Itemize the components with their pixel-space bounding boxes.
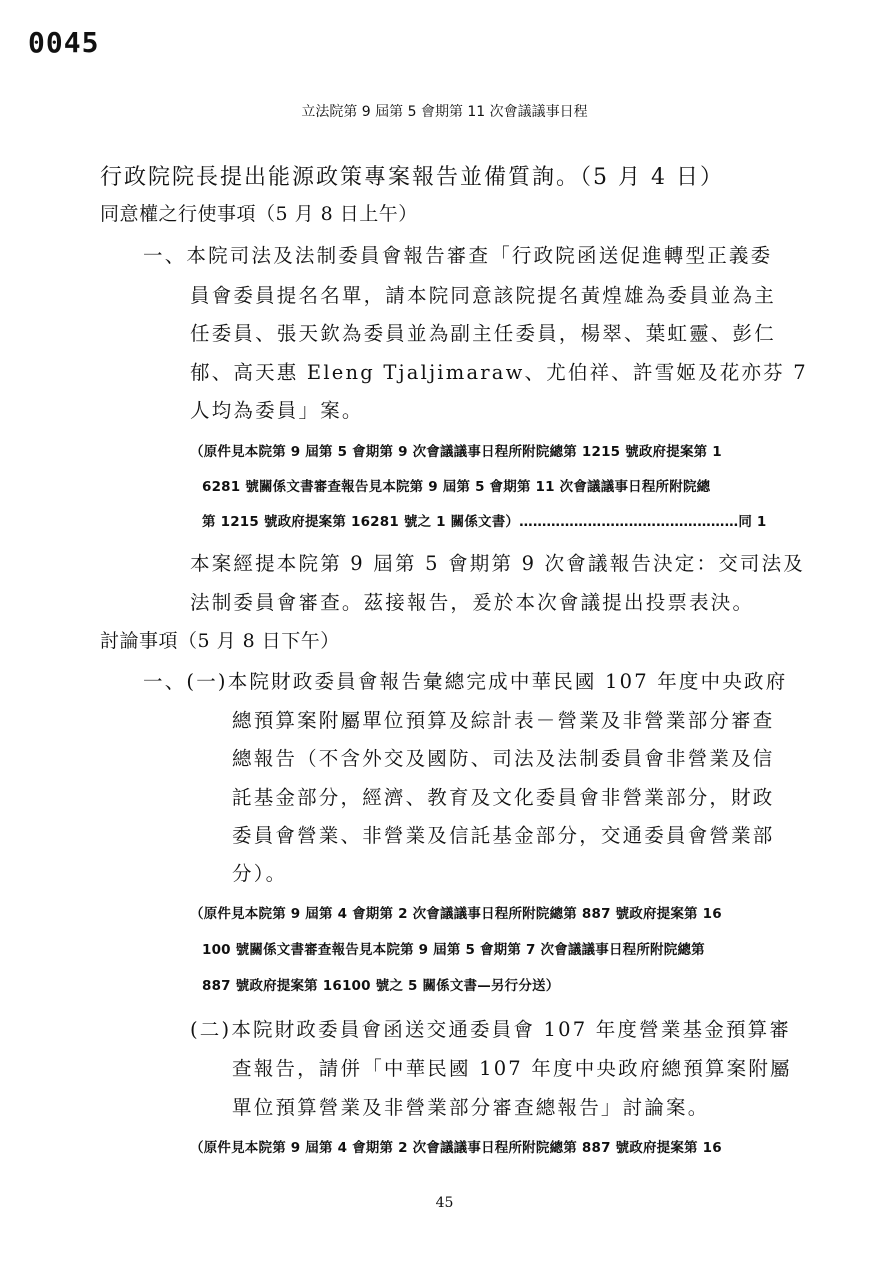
document-stamp-number: 0045 — [28, 26, 100, 59]
section1-item-line: 任委員、張天欽為委員並為副主任委員，楊翠、葉虹靈、彭仁 — [190, 322, 776, 345]
section1-note-line: （原件見本院第 9 屆第 5 會期第 9 次會議議事日程所附院總第 1215 號政府提案第 1 — [190, 444, 722, 460]
section2-item2-line: 查報告，請併「中華民國 107 年度中央政府總預算案附屬 — [232, 1057, 792, 1080]
section1-item-line: 一、本院司法及法制委員會報告審查「行政院函送促進轉型正義委 — [143, 244, 773, 267]
section2-item1-line: 分）。 — [232, 862, 288, 885]
section2-heading: 討論事項（5 月 8 日下午） — [100, 630, 340, 652]
section1-item-line: 員會委員提名名單，請本院同意該院提名黃煌雄為委員並為主 — [190, 284, 776, 307]
section1-item-line: 人均為委員」案。 — [190, 399, 364, 422]
title-line: 行政院院長提出能源政策專案報告並備質詢。（5 月 4 日） — [100, 165, 724, 190]
section2-note2-line: （原件見本院第 9 屆第 4 會期第 2 次會議議事日程所附院總第 887 號政府提案第 16 — [190, 1140, 722, 1156]
section1-note-line: 第 1215 號政府提案第 16281 號之 1 關係文書）…………………………………………同 1 — [202, 514, 767, 530]
page-header: 立法院第 9 屆第 5 會期第 11 次會議議事日程 — [301, 104, 588, 120]
page-number: 45 — [435, 1195, 454, 1211]
section1-note-line: 6281 號關係文書審查報告見本院第 9 屆第 5 會期第 11 次會議議事日程所附院總 — [202, 479, 711, 495]
section2-item2-line: 單位預算營業及非營業部分審查總報告」討論案。 — [232, 1096, 710, 1119]
section2-note1-line: 100 號關係文書審查報告見本院第 9 屆第 5 會期第 7 次會議議事日程所附院總第 — [202, 942, 705, 958]
section1-decision-line: 法制委員會審查。茲接報告，爰於本次會議提出投票表決。 — [190, 591, 755, 614]
section2-item1-line: 總預算案附屬單位預算及綜計表－營業及非營業部分審查 — [232, 709, 775, 732]
section2-item1-line: 託基金部分，經濟、教育及文化委員會非營業部分，財政 — [232, 786, 775, 809]
section2-item2-line: (二)本院財政委員會函送交通委員會 107 年度營業基金預算審 — [190, 1018, 792, 1041]
section2-item1-line: 總報告（不含外交及國防、司法及法制委員會非營業及信 — [232, 747, 775, 770]
section2-item1-line: 一、(一)本院財政委員會報告彙總完成中華民國 107 年度中央政府 — [143, 670, 788, 693]
section2-note1-line: （原件見本院第 9 屆第 4 會期第 2 次會議議事日程所附院總第 887 號政府提案第 16 — [190, 906, 722, 922]
section2-note1-line: 887 號政府提案第 16100 號之 5 關係文書—另行分送） — [202, 978, 560, 994]
section2-item1-line: 委員會營業、非營業及信託基金部分，交通委員會營業部 — [232, 824, 775, 847]
section1-heading: 同意權之行使事項（5 月 8 日上午） — [100, 203, 418, 225]
section1-decision-line: 本案經提本院第 9 屆第 5 會期第 9 次會議報告決定：交司法及 — [190, 552, 806, 575]
section1-item-line: 郁、高天惠 Eleng Tjaljimaraw、尤伯祥、許雪姬及花亦芬 7 — [190, 361, 808, 384]
